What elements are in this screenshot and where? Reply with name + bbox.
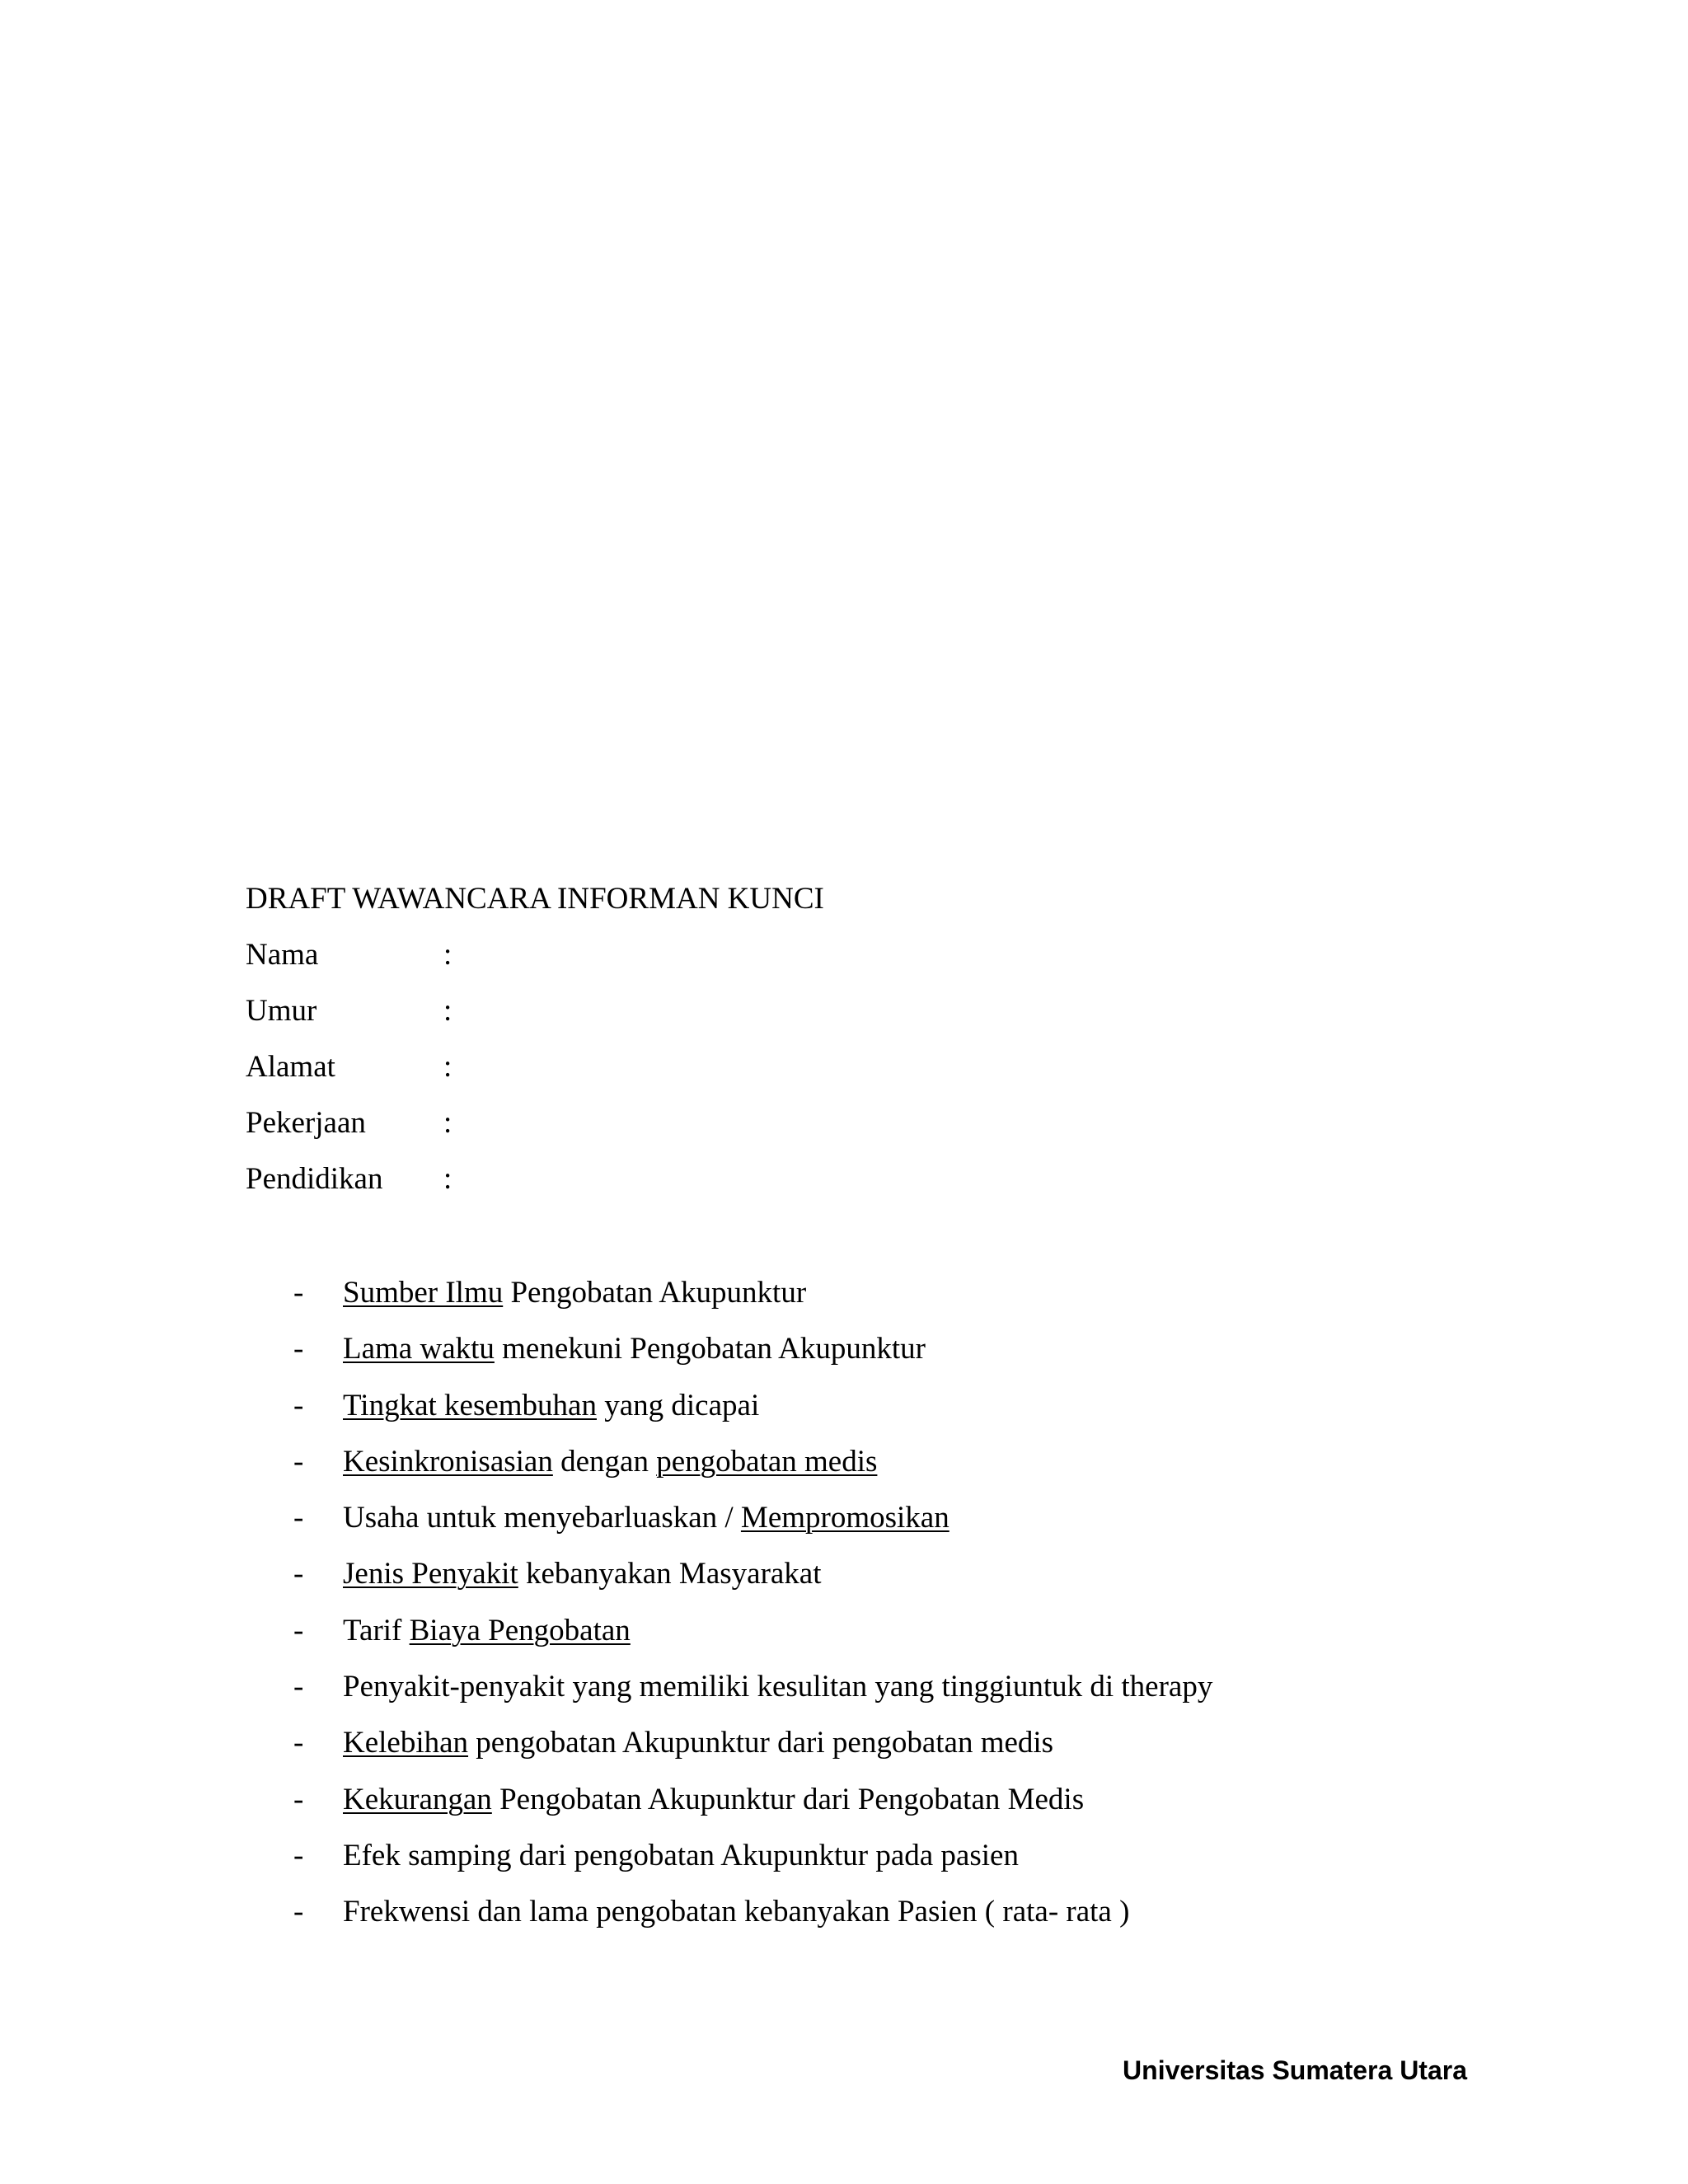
field-nama xyxy=(246,927,1465,983)
list-dash: - xyxy=(293,1501,304,1535)
list-item xyxy=(246,1603,1465,1659)
list-item-text xyxy=(343,1659,1212,1715)
underlined-keyword: Kelebihan xyxy=(343,1726,469,1760)
list-item-segment: Usaha untuk menyebarluaskan / xyxy=(343,1501,741,1535)
document-content xyxy=(246,871,1465,1929)
field-label: Alamat xyxy=(246,1050,335,1084)
list-item-text xyxy=(343,1772,1084,1828)
underlined-keyword: Biaya Pengobatan xyxy=(409,1613,631,1647)
list-item-text xyxy=(343,1434,877,1490)
list-item-segment: Frekwensi dan lama pengobatan kebanyakan Pasien ( rata- rata ) xyxy=(343,1895,1130,1929)
list-item xyxy=(246,1884,1465,1940)
list-item-text xyxy=(343,1546,822,1602)
list-item xyxy=(246,1772,1465,1828)
interview-topic-list xyxy=(246,1265,1465,1941)
list-item xyxy=(246,1378,1465,1434)
list-item xyxy=(246,1434,1465,1490)
list-item xyxy=(246,1265,1465,1321)
underlined-keyword: Tingkat kesembuhan xyxy=(343,1388,597,1422)
list-dash: - xyxy=(293,1838,304,1872)
list-item-text xyxy=(343,1265,806,1321)
list-item-segment: yang dicapai xyxy=(596,1388,760,1422)
underlined-keyword: Jenis Penyakit xyxy=(343,1557,518,1591)
list-item-text xyxy=(343,1490,950,1546)
list-dash: - xyxy=(293,1726,304,1760)
list-dash: - xyxy=(293,1670,304,1704)
identity-fields xyxy=(246,927,1465,1207)
document-title: DRAFT WAWANCARA INFORMAN KUNCI xyxy=(246,882,824,916)
list-item-segment: Pengobatan Akupunktur dari Pengobatan Medis xyxy=(491,1782,1085,1816)
underlined-keyword: Kesinkronisasian xyxy=(343,1444,553,1479)
university-footer: Universitas Sumatera Utara xyxy=(1123,2055,1467,2085)
list-item-segment: dengan xyxy=(552,1444,657,1479)
list-item-segment: menekuni Pengobatan Akupunktur xyxy=(494,1332,926,1366)
field-colon: : xyxy=(443,1050,452,1084)
list-item xyxy=(246,1321,1465,1377)
list-item-text xyxy=(343,1715,1053,1771)
underlined-keyword: Kekurangan xyxy=(343,1782,492,1816)
field-alamat xyxy=(246,1039,1465,1095)
list-dash: - xyxy=(293,1276,304,1310)
underlined-keyword: Lama waktu xyxy=(343,1332,495,1366)
field-colon: : xyxy=(443,994,452,1028)
list-item-text xyxy=(343,1828,1019,1884)
list-item xyxy=(246,1659,1465,1715)
list-item-segment: pengobatan Akupunktur dari pengobatan medis xyxy=(468,1726,1054,1760)
list-dash: - xyxy=(293,1332,304,1366)
list-dash: - xyxy=(293,1444,304,1479)
list-dash: - xyxy=(293,1613,304,1647)
list-dash: - xyxy=(293,1557,304,1591)
field-umur xyxy=(246,983,1465,1039)
list-item-segment: Pengobatan Akupunktur xyxy=(503,1276,807,1310)
list-item-segment: Penyakit-penyakit yang memiliki kesulitan yang tinggiuntuk di therapy xyxy=(343,1670,1213,1704)
field-colon: : xyxy=(443,1106,452,1140)
field-pekerjaan xyxy=(246,1095,1465,1151)
underlined-keyword: pengobatan medis xyxy=(656,1444,878,1479)
list-dash: - xyxy=(293,1388,304,1422)
list-item-text xyxy=(343,1603,631,1659)
field-label: Umur xyxy=(246,994,317,1028)
list-item-text xyxy=(343,1378,759,1434)
list-item xyxy=(246,1715,1465,1771)
list-dash: - xyxy=(293,1895,304,1929)
field-pendidikan xyxy=(246,1151,1465,1207)
field-label: Pekerjaan xyxy=(246,1106,366,1140)
list-item-segment: Tarif xyxy=(343,1613,410,1647)
list-item xyxy=(246,1546,1465,1602)
list-item-segment: kebanyakan Masyarakat xyxy=(518,1557,822,1591)
list-item xyxy=(246,1490,1465,1546)
list-item xyxy=(246,1828,1465,1884)
field-colon: : xyxy=(443,1162,452,1196)
field-colon: : xyxy=(443,938,452,972)
field-label: Nama xyxy=(246,938,319,972)
list-item-segment: Efek samping dari pengobatan Akupunktur pada pasien xyxy=(343,1838,1019,1872)
field-label: Pendidikan xyxy=(246,1162,383,1196)
list-item-text xyxy=(343,1321,926,1377)
underlined-keyword: Sumber Ilmu xyxy=(343,1276,504,1310)
list-dash: - xyxy=(293,1782,304,1816)
underlined-keyword: Mempromosikan xyxy=(740,1501,950,1535)
list-item-text xyxy=(343,1884,1129,1940)
